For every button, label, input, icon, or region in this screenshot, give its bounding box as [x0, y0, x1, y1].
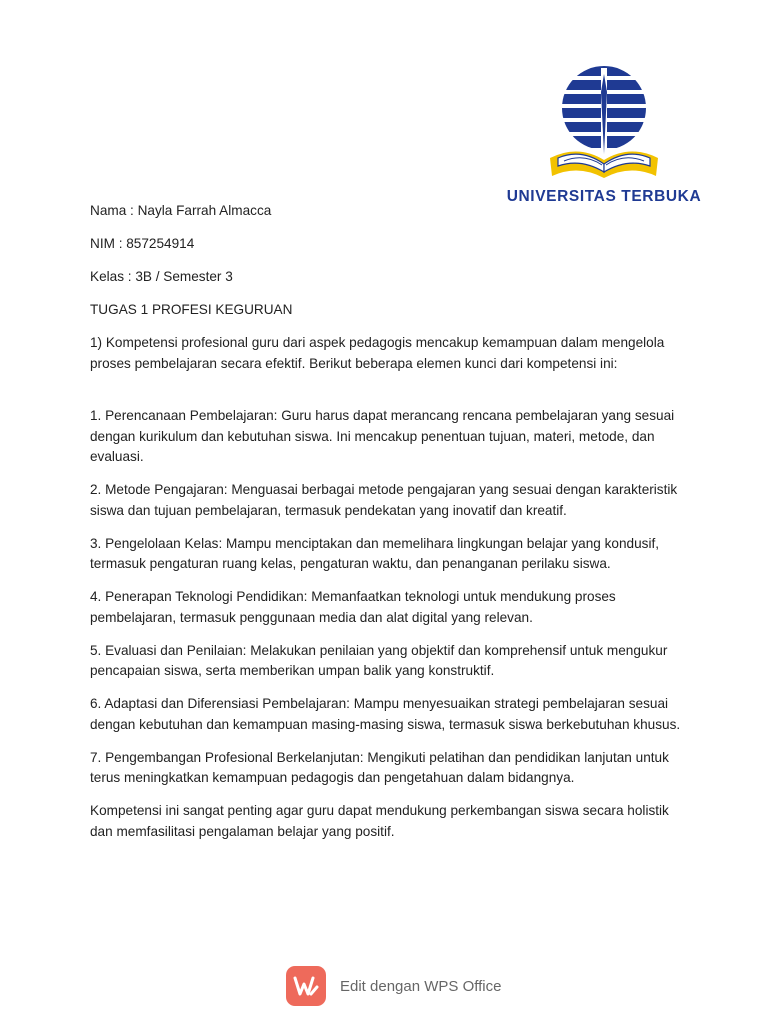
list-item: 5. Evaluasi dan Penilaian: Melakukan penilaian yang objektif dan komprehensif untuk mengukur pencapaian siswa, serta memberikan umpan balik yang konstruktif. [90, 642, 668, 678]
document-body [90, 201, 690, 855]
list-item: 3. Pengelolaan Kelas: Mampu menciptakan dan memelihara lingkungan belajar yang kondusif, termasuk pengaturan ruang kelas, pengaturan waktu, dan penanganan perilaku siswa. [90, 535, 660, 571]
student-class: Kelas : 3B / Semester 3 [90, 269, 233, 284]
list-item: 6. Adaptasi dan Diferensiasi Pembelajaran: Mampu menyesuaikan strategi pembelajaran sesuai dengan kebutuhan dan kemampuan masing-masing siswa, termasuk siswa berkebutuhan khusus. [90, 696, 681, 732]
student-name: Nama : Nayla Farrah Almacca [90, 203, 272, 218]
list-item: 4. Penerapan Teknologi Pendidikan: Memanfaatkan teknologi untuk mendukung proses pembelajaran, termasuk penggunaan media dan alat digital yang relevan. [90, 589, 616, 625]
list-item: 1. Perencanaan Pembelajaran: Guru harus dapat merancang rencana pembelajaran yang sesuai dengan kurikulum dan kebutuhan siswa. Ini mencakup penentuan tujuan, materi, metode, dan evaluasi. [90, 408, 675, 464]
student-nim: NIM : 857254914 [90, 236, 195, 251]
university-emblem-icon [544, 64, 664, 184]
universitas-terbuka-logo [498, 64, 710, 210]
conclusion-paragraph: Kompetensi ini sangat penting agar guru dapat mendukung perkembangan siswa secara holistik dan memfasilitasi pengalaman belajar yang positif. [90, 803, 669, 839]
intro-paragraph: 1) Kompetensi profesional guru dari aspek pedagogis mencakup kemampuan dalam mengelola proses pembelajaran secara efektif. Berikut beberapa elemen kunci dari kompetensi ini: [90, 335, 665, 371]
wps-office-icon[interactable] [286, 966, 326, 1006]
wps-edit-banner[interactable] [286, 965, 501, 1007]
list-item: 7. Pengembangan Profesional Berkelanjutan: Mengikuti pelatihan dan pendidikan lanjutan untuk terus meningkatkan kemampuan pedagogis dan pengetahuan dalam bidangnya. [90, 749, 669, 785]
list-item: 2. Metode Pengajaran: Menguasai berbagai metode pengajaran yang sesuai dengan karakteristik siswa dan tujuan pembelajaran, termasuk pendekatan yang inovatif dan kreatif. [90, 482, 678, 518]
logo-text: UNIVERSITAS TERBUKA [506, 188, 702, 205]
wps-edit-link[interactable]: Edit dengan WPS Office [340, 977, 502, 995]
task-title: TUGAS 1 PROFESI KEGURUAN [90, 302, 293, 317]
